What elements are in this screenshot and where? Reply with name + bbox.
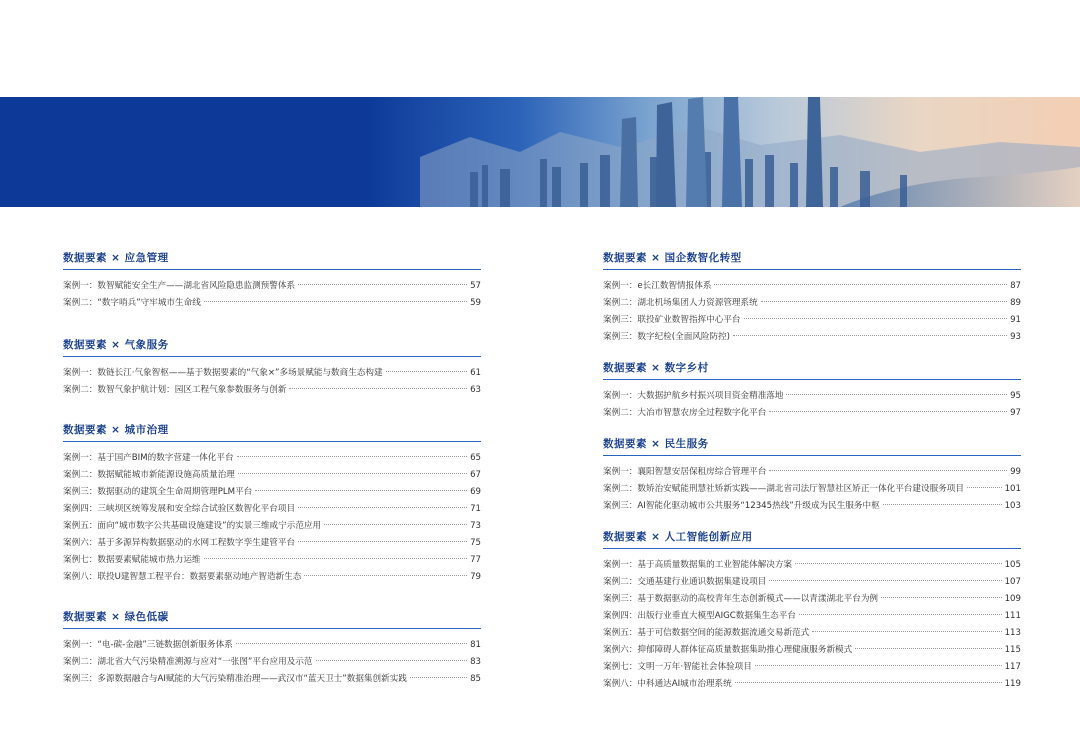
- page-number: 105: [1004, 560, 1021, 570]
- header-banner: [0, 97, 1080, 207]
- city-skyline-illustration: [0, 97, 1080, 207]
- dot-leader: [324, 524, 467, 525]
- entry-title: 案例二：湖北省大气污染精准溯源与应对“一张图”平台应用及示范: [63, 657, 313, 667]
- entry-title: 案例三：数据驱动的建筑全生命周期管理PLM平台: [63, 487, 253, 497]
- dot-leader: [237, 456, 468, 457]
- dot-leader: [204, 301, 467, 302]
- dot-leader: [204, 558, 468, 559]
- toc-entry[interactable]: [603, 329, 1021, 346]
- page-number: 73: [470, 521, 481, 531]
- section-title: 数据要素 × 数字乡村: [603, 360, 1021, 380]
- dot-leader: [786, 394, 1007, 395]
- toc-entry[interactable]: [603, 591, 1021, 608]
- page-number: 113: [1004, 628, 1021, 638]
- dot-leader: [304, 575, 467, 576]
- toc-section: [63, 250, 481, 312]
- section-title: 数据要素 × 应急管理: [63, 250, 481, 270]
- page-number: 111: [1004, 611, 1021, 621]
- entry-title: 案例一：“电-碳-金融”三链数据创新服务体系: [63, 640, 233, 650]
- dot-leader: [761, 301, 1007, 302]
- entry-title: 案例四：三峡坝区统筹发展和安全综合试验区数智化平台项目: [63, 504, 296, 514]
- entry-title: 案例二：数据赋能城市新能源设施高质量治理: [63, 470, 235, 480]
- page-number: 99: [1010, 467, 1021, 477]
- toc-left-column: [63, 250, 481, 688]
- toc-entry[interactable]: [63, 501, 481, 518]
- toc-entry[interactable]: [63, 365, 481, 382]
- page-number: 115: [1004, 645, 1021, 655]
- section-title: 数据要素 × 人工智能创新应用: [603, 529, 1021, 549]
- toc-right-column: [603, 250, 1021, 693]
- section-title: 数据要素 × 绿色低碳: [63, 609, 481, 629]
- dot-leader: [755, 665, 1002, 666]
- entry-title: 案例一：数链长江·气象智枢——基于数据要素的“气象×”多场景赋能与数商生态构建: [63, 368, 383, 378]
- toc-entry[interactable]: [63, 278, 481, 295]
- toc-entry[interactable]: [63, 518, 481, 535]
- toc-entry[interactable]: [603, 464, 1021, 481]
- page-number: 69: [470, 487, 481, 497]
- page-number: 109: [1004, 594, 1021, 604]
- toc-entry[interactable]: [603, 405, 1021, 422]
- page-number: 63: [470, 385, 481, 395]
- entry-title: 案例一：e长江数智情报体系: [603, 281, 712, 291]
- dot-leader: [769, 470, 1007, 471]
- entry-title: 案例三：AI智能化驱动城市公共服务“12345热线”升级成为民生服务中枢: [603, 501, 880, 511]
- entry-title: 案例八：联投U建智慧工程平台：数据要素驱动地产智造新生态: [63, 572, 302, 582]
- toc-entry[interactable]: [603, 608, 1021, 625]
- toc-section: [63, 337, 481, 399]
- dot-leader: [967, 487, 1002, 488]
- page-number: 93: [1010, 332, 1021, 342]
- dot-leader: [236, 643, 467, 644]
- toc-section: [63, 609, 481, 688]
- toc-entry[interactable]: [603, 312, 1021, 329]
- entry-title: 案例一：数智赋能安全生产——湖北省风险隐患监测预警体系: [63, 281, 296, 291]
- toc-entry[interactable]: [603, 676, 1021, 693]
- toc-entry[interactable]: [63, 535, 481, 552]
- dot-leader: [316, 660, 468, 661]
- toc-entry[interactable]: [63, 484, 481, 501]
- toc-entry[interactable]: [603, 642, 1021, 659]
- dot-leader: [735, 682, 1002, 683]
- dot-leader: [410, 677, 467, 678]
- toc-entry[interactable]: [63, 569, 481, 586]
- page-number: 95: [1010, 391, 1021, 401]
- section-title: 数据要素 × 气象服务: [63, 337, 481, 357]
- page-number: 89: [1010, 298, 1021, 308]
- section-title: 数据要素 × 民生服务: [603, 436, 1021, 456]
- toc-entry[interactable]: [603, 625, 1021, 642]
- entry-title: 案例四：出版行业垂直大模型AIGC数据集生态平台: [603, 611, 796, 621]
- dot-leader: [298, 284, 467, 285]
- page-number: 71: [470, 504, 481, 514]
- page-number: 87: [1010, 281, 1021, 291]
- toc-section: [603, 360, 1021, 422]
- dot-leader: [795, 563, 1002, 564]
- entry-title: 案例一：襄阳智慧安居保租房综合管理平台: [603, 467, 767, 477]
- toc-entry[interactable]: [603, 481, 1021, 498]
- entry-title: 案例一：基于国产BIM的数字营建一体化平台: [63, 453, 234, 463]
- toc-entry[interactable]: [603, 278, 1021, 295]
- dot-leader: [883, 504, 1002, 505]
- entry-title: 案例六：基于多源异构数据驱动的水网工程数字孪生建管平台: [63, 538, 296, 548]
- page-number: 77: [470, 555, 481, 565]
- dot-leader: [298, 507, 467, 508]
- toc-entry[interactable]: [603, 295, 1021, 312]
- toc-entry[interactable]: [63, 450, 481, 467]
- dot-leader: [298, 541, 467, 542]
- toc-entry[interactable]: [63, 671, 481, 688]
- dot-leader: [799, 614, 1002, 615]
- entry-title: 案例五：基于可信数据空间的能源数据流通交易新范式: [603, 628, 810, 638]
- toc-entry[interactable]: [63, 552, 481, 569]
- dot-leader: [881, 597, 1002, 598]
- dot-leader: [855, 648, 1001, 649]
- toc-entry[interactable]: [603, 557, 1021, 574]
- entry-title: 案例三：数字纪检(全面风险防控): [603, 332, 731, 342]
- toc-entry[interactable]: [63, 654, 481, 671]
- entry-title: 案例一：大数据护航乡村振兴项目资金精准落地: [603, 391, 784, 401]
- entry-title: 案例六：抑郁障碍人群体征高质量数据集助推心理健康服务新模式: [603, 645, 853, 655]
- entry-title: 案例七：文明一万年·智能社会体验项目: [603, 662, 752, 672]
- page-number: 91: [1010, 315, 1021, 325]
- page-number: 117: [1004, 662, 1021, 672]
- entry-title: 案例八：中科通达AI城市治理系统: [603, 679, 732, 689]
- dot-leader: [714, 284, 1007, 285]
- dot-leader: [769, 411, 1007, 412]
- dot-leader: [255, 490, 467, 491]
- page-number: 59: [470, 298, 481, 308]
- dot-leader: [812, 631, 1001, 632]
- toc-entry[interactable]: [63, 382, 481, 399]
- dot-leader: [238, 473, 467, 474]
- section-title: 数据要素 × 城市治理: [63, 422, 481, 442]
- entry-title: 案例一：基于高质量数据集的工业智能体解决方案: [603, 560, 793, 570]
- entry-title: 案例二：数智气象护航计划：园区工程气象参数服务与创新: [63, 385, 287, 395]
- toc-entry[interactable]: [63, 467, 481, 484]
- entry-title: 案例二：交通基建行业通识数据集建设项目: [603, 577, 767, 587]
- entry-title: 案例七：数据要素赋能城市热力运维: [63, 555, 201, 565]
- entry-title: 案例三：联投矿业数智指挥中心平台: [603, 315, 741, 325]
- page-number: 75: [470, 538, 481, 548]
- toc-entry[interactable]: [603, 574, 1021, 591]
- page-number: 85: [470, 674, 481, 684]
- toc-section: [603, 529, 1021, 693]
- toc-entry[interactable]: [603, 388, 1021, 405]
- entry-title: 案例二：大冶市智慧农房全过程数字化平台: [603, 408, 767, 418]
- entry-title: 案例五：面向“城市数字公共基础设施建设”的实景三维咸宁示范应用: [63, 521, 322, 531]
- page-number: 79: [470, 572, 481, 582]
- section-title: 数据要素 × 国企数智化转型: [603, 250, 1021, 270]
- page-number: 81: [470, 640, 481, 650]
- entry-title: 案例二：湖北机场集团人力资源管理系统: [603, 298, 758, 308]
- page-number: 107: [1004, 577, 1021, 587]
- dot-leader: [769, 580, 1001, 581]
- toc-entry[interactable]: [63, 637, 481, 654]
- page-number: 67: [470, 470, 481, 480]
- page-number: 101: [1004, 484, 1021, 494]
- dot-leader: [744, 318, 1008, 319]
- toc-section: [603, 250, 1021, 346]
- toc-section: [63, 422, 481, 586]
- page-number: 65: [470, 453, 481, 463]
- toc-entry[interactable]: [63, 295, 481, 312]
- page-number: 57: [470, 281, 481, 291]
- dot-leader: [386, 371, 467, 372]
- entry-title: 案例三：基于数据驱动的高校青年生态创新模式——以青漾湖北平台为例: [603, 594, 879, 604]
- dot-leader: [733, 335, 1007, 336]
- toc-entry[interactable]: [603, 498, 1021, 515]
- page-number: 83: [470, 657, 481, 667]
- entry-title: 案例二：“数字哨兵”守牢城市生命线: [63, 298, 201, 308]
- page-number: 61: [470, 368, 481, 378]
- dot-leader: [289, 388, 467, 389]
- entry-title: 案例二：数矫治安赋能刑慧社矫新实践——湖北省司法厅智慧社区矫正一体化平台建设服务项目: [603, 484, 964, 494]
- entry-title: 案例三：多源数据融合与AI赋能的大气污染精准治理——武汉市“蓝天卫士”数据集创新实践: [63, 674, 407, 684]
- toc-section: [603, 436, 1021, 515]
- toc-entry[interactable]: [603, 659, 1021, 676]
- page-number: 119: [1004, 679, 1021, 689]
- page-number: 97: [1010, 408, 1021, 418]
- page-number: 103: [1004, 501, 1021, 511]
